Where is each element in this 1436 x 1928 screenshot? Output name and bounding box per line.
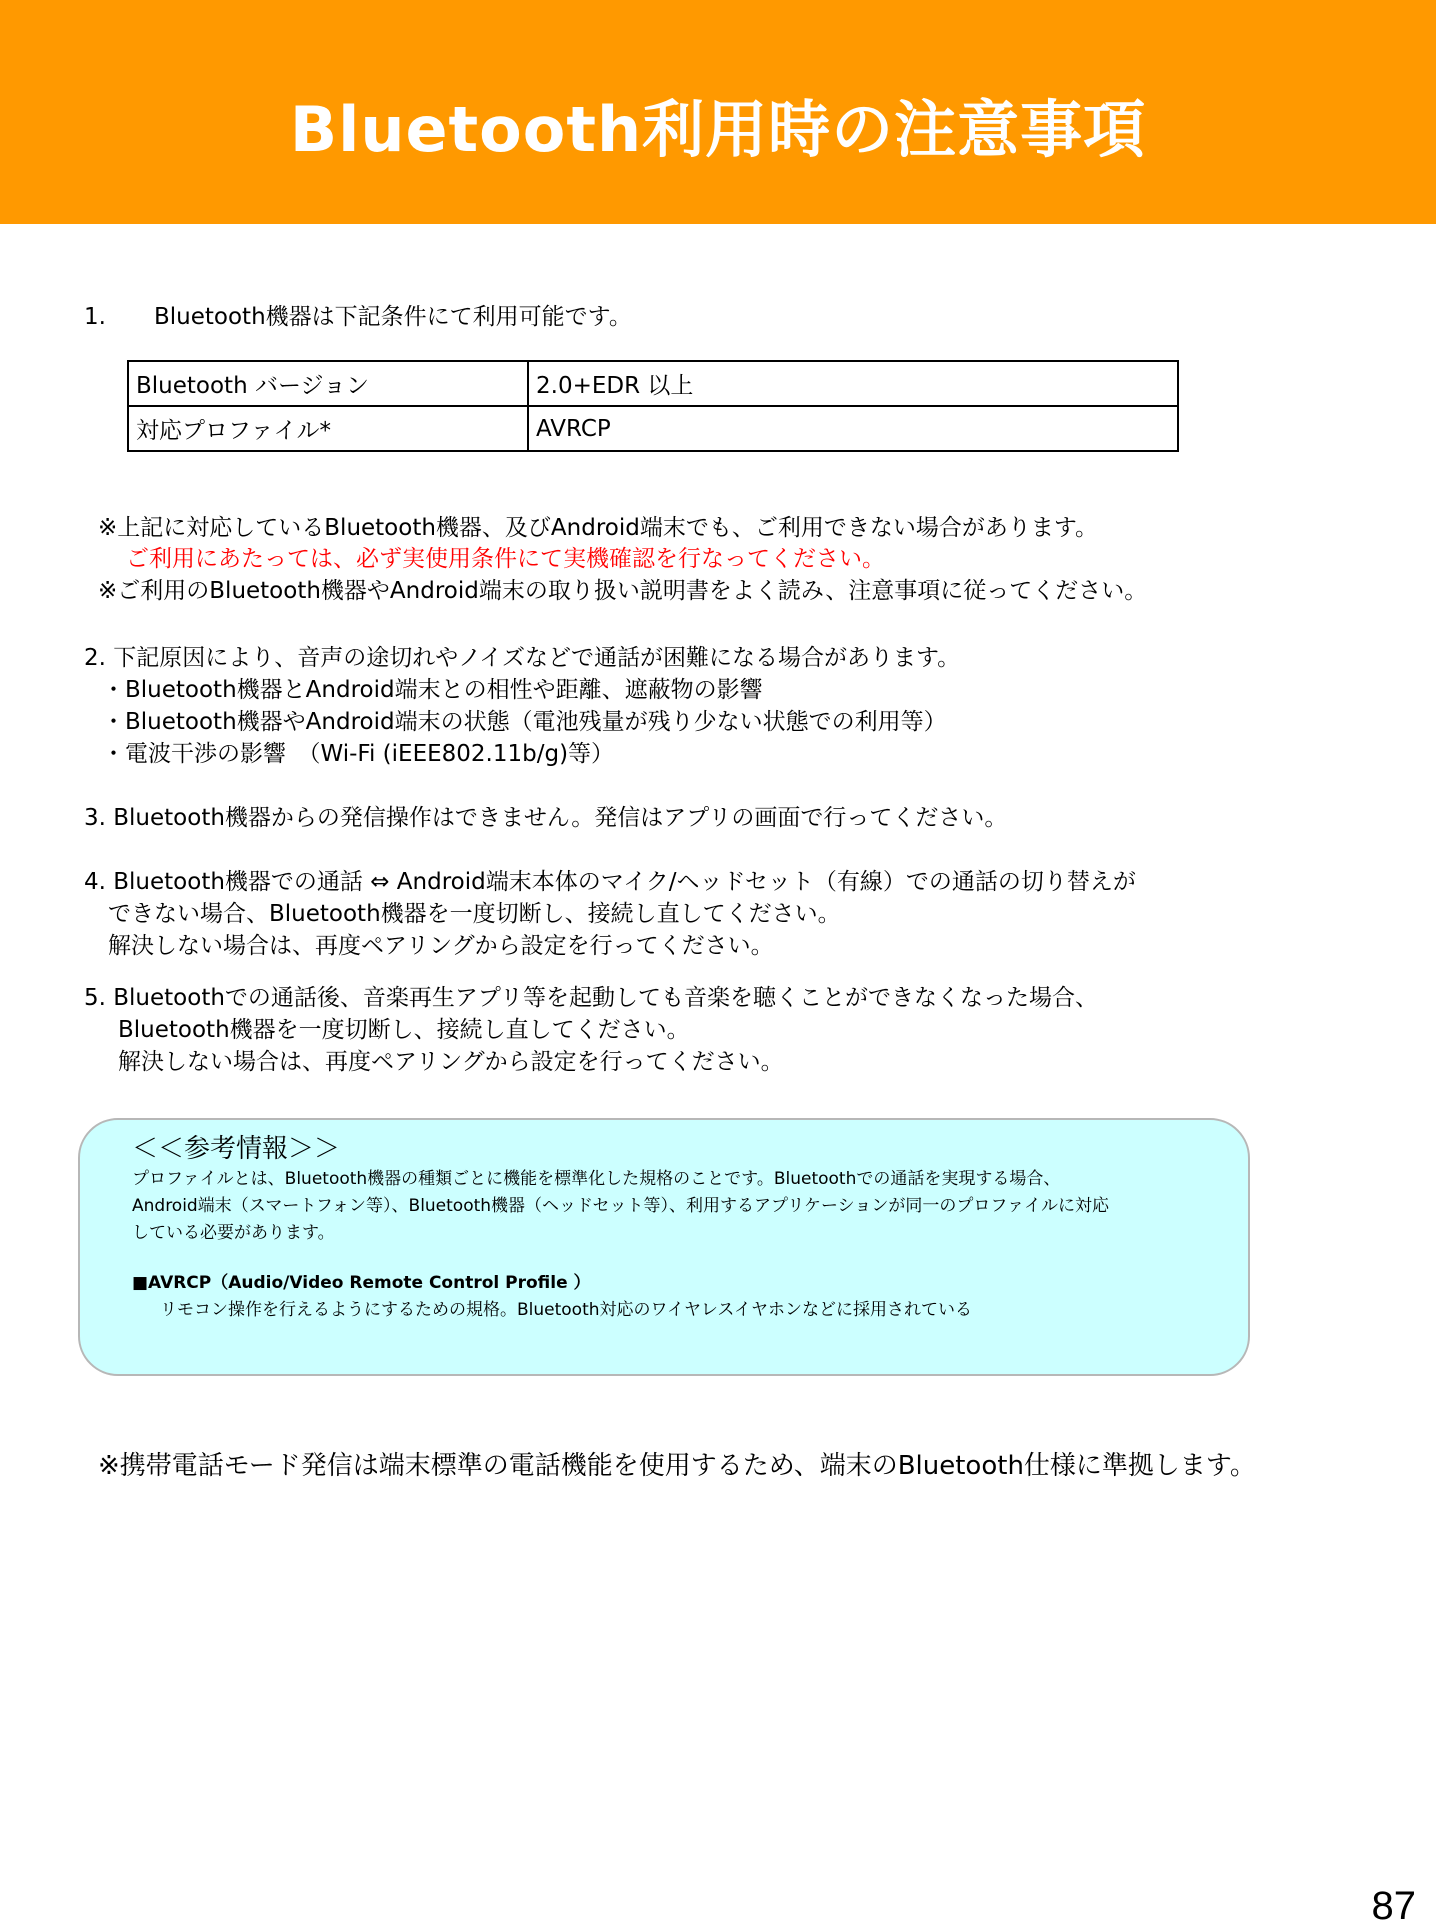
spec-value-version: 2.0+EDR 以上 <box>528 361 1178 406</box>
page-title: Bluetooth利用時の注意事項 <box>289 93 1147 166</box>
item2-bullet: ・Bluetooth機器やAndroid端末の状態（電池残量が残り少ない状態での利用等） <box>102 709 947 735</box>
item4-line: 解決しない場合は、再度ペアリングから設定を行ってください。 <box>108 933 774 959</box>
item4-line: できない場合、Bluetooth機器を一度切断し、接続し直してください。 <box>108 901 841 927</box>
note-manual: ※ご利用のBluetooth機器やAndroid端末の取り扱い説明書をよく読み、注意事項に従ってください。 <box>98 578 1148 604</box>
spec-label-version: Bluetooth バージョン <box>128 361 528 406</box>
item2-bullet: ・電波干渉の影響 （Wi-Fi (iEEE802.11b/g)等） <box>102 741 615 767</box>
note-compat: ※上記に対応しているBluetooth機器、及びAndroid端末でも、ご利用できない場合があります。 <box>98 515 1099 541</box>
item4-line: 4. Bluetooth機器での通話 ⇔ Android端末本体のマイク/ヘッドセット（有線）での通話の切り替えが <box>84 869 1136 895</box>
avrcp-title: ■AVRCP（Audio/Video Remote Control Profile ） <box>132 1273 591 1293</box>
warning-note: ご利用にあたっては、必ず実使用条件にて実機確認を行なってください。 <box>126 546 885 572</box>
reference-info-box <box>78 1118 1250 1376</box>
footer-note: ※携帯電話モード発信は端末標準の電話機能を使用するため、端末のBluetooth仕様に準拠します。 <box>98 1451 1256 1481</box>
item5-line: Bluetooth機器を一度切断し、接続し直してください。 <box>118 1017 690 1043</box>
reference-line: プロファイルとは、Bluetooth機器の種類ごとに機能を標準化した規格のことです。Bluetoothでの通話を実現する場合、 <box>132 1169 1061 1189</box>
item1-text: Bluetooth機器は下記条件にて利用可能です。 <box>154 304 632 330</box>
page-number: 87 <box>1371 1884 1416 1928</box>
header-banner <box>0 0 1436 224</box>
spec-label-profile: 対応プロファイル* <box>128 406 528 451</box>
item2-bullet: ・Bluetooth機器とAndroid端末との相性や距離、遮蔽物の影響 <box>102 677 763 703</box>
spec-table <box>127 360 1179 452</box>
reference-line: Android端末（スマートフォン等）、Bluetooth機器（ヘッドセット等）、利用するアプリケーションが同一のプロファイルに対応 <box>132 1196 1109 1216</box>
table-row <box>128 406 1178 451</box>
table-row <box>128 361 1178 406</box>
spec-value-profile: AVRCP <box>528 406 1178 451</box>
item5-line: 5. Bluetoothでの通話後、音楽再生アプリ等を起動しても音楽を聴くことができなくなった場合、 <box>84 985 1098 1011</box>
reference-heading: ＜＜参考情報＞＞ <box>132 1134 341 1164</box>
item3-text: 3. Bluetooth機器からの発信操作はできません。発信はアプリの画面で行ってください。 <box>84 805 1008 831</box>
reference-line: している必要があります。 <box>132 1223 335 1243</box>
avrcp-description: リモコン操作を行えるようにするための規格。Bluetooth対応のワイヤレスイヤホンなどに採用されている <box>160 1300 972 1320</box>
item2-text: 2. 下記原因により、音声の途切れやノイズなどで通話が困難になる場合があります。 <box>84 645 961 671</box>
item5-line: 解決しない場合は、再度ペアリングから設定を行ってください。 <box>118 1049 784 1075</box>
item1-number: 1. <box>84 304 106 330</box>
